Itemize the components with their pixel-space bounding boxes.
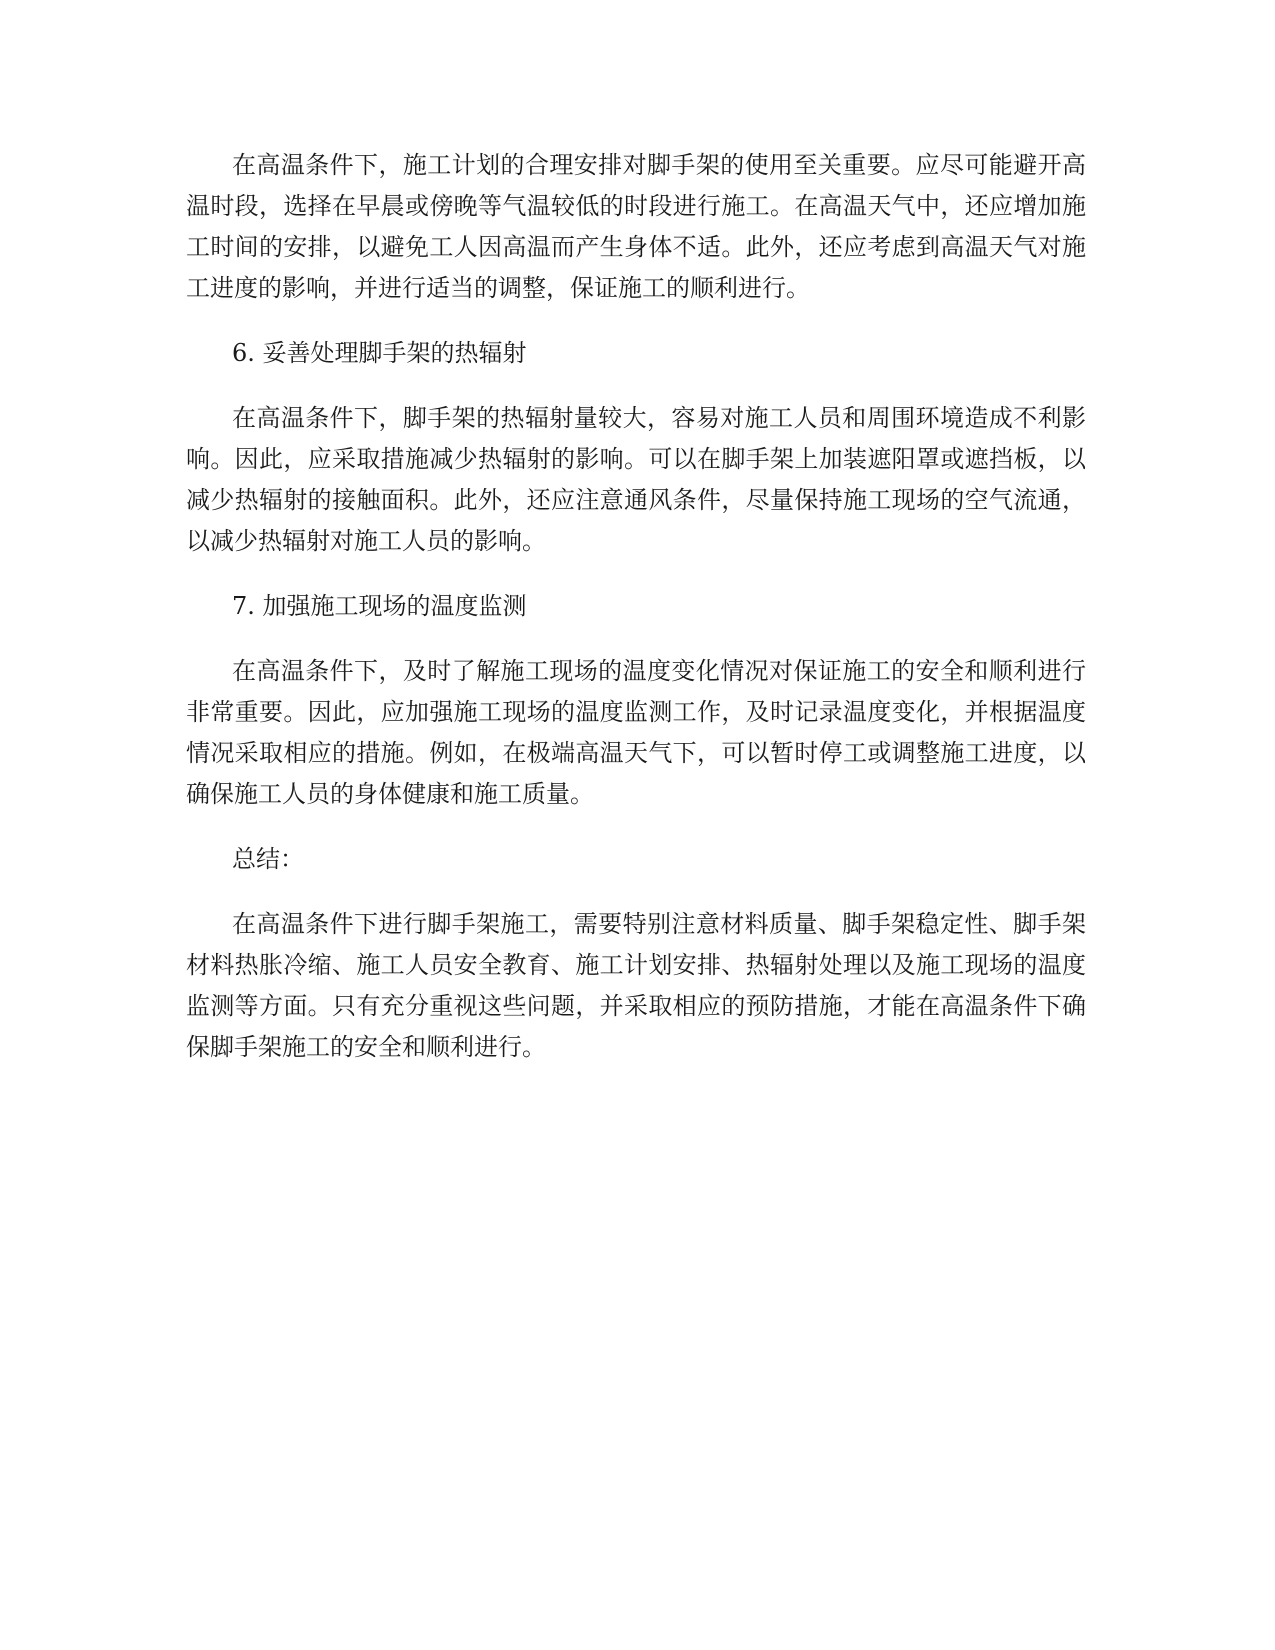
- section-heading-6: 6. 妥善处理脚手架的热辐射: [232, 339, 527, 367]
- paragraph-construction-plan: 在高温条件下，施工计划的合理安排对脚手架的使用至关重要。应尽可能避开高温时段，选择在早晨或傍晚等气温较低的时段进行施工。在高温天气中，还应增加施工时间的安排，以避免工人因高温而产生身体不适。此外，还应考虑到高温天气对施工进度的影响，并进行适当的调整，保证施工的顺利进行。: [186, 151, 1086, 302]
- document-body: [186, 145, 1086, 1092]
- paragraph-heat-radiation: 在高温条件下，脚手架的热辐射量较大，容易对施工人员和周围环境造成不利影响。因此，应采取措施减少热辐射的影响。可以在脚手架上加装遮阳罩或遮挡板，以减少热辐射的接触面积。此外，还应注意通风条件，尽量保持施工现场的空气流通，以减少热辐射对施工人员的影响。: [186, 404, 1086, 555]
- paragraph-summary: 在高温条件下进行脚手架施工，需要特别注意材料质量、脚手架稳定性、脚手架材料热胀冷缩、施工人员安全教育、施工计划安排、热辐射处理以及施工现场的温度监测等方面。只有充分重视这些问题，并采取相应的预防措施，才能在高温条件下确保脚手架施工的安全和顺利进行。: [186, 910, 1086, 1061]
- summary-label: 总结：: [232, 845, 304, 873]
- paragraph-temperature-monitoring: 在高温条件下，及时了解施工现场的温度变化情况对保证施工的安全和顺利进行非常重要。因此，应加强施工现场的温度监测工作，及时记录温度变化，并根据温度情况采取相应的措施。例如，在极端高温天气下，可以暂时停工或调整施工进度，以确保施工人员的身体健康和施工质量。: [186, 657, 1086, 808]
- section-heading-7: 7. 加强施工现场的温度监测: [232, 592, 527, 620]
